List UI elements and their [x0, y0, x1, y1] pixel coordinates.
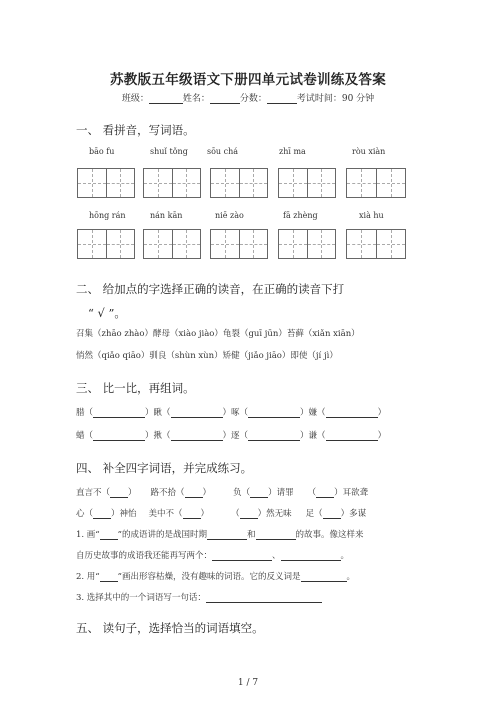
question-text: 和: [247, 530, 256, 540]
idiom-blank[interactable]: [323, 509, 341, 519]
char-label: ）: [377, 408, 387, 418]
char-label: 蜡（: [76, 431, 94, 441]
pinyin: fā zhèng: [283, 211, 318, 220]
idiom-text: ）: [128, 488, 137, 498]
idiom-blank[interactable]: [110, 488, 128, 498]
idiom-blank[interactable]: [250, 488, 268, 498]
name-blank[interactable]: [210, 94, 240, 104]
writing-grid[interactable]: [210, 229, 268, 259]
answer-blank[interactable]: [100, 572, 118, 582]
idiom-text: 心（: [76, 509, 94, 519]
question-text: 、: [272, 551, 281, 561]
answer-blank[interactable]: [326, 431, 378, 441]
char-label: ）逐（: [222, 431, 249, 441]
answer-blank[interactable]: [171, 408, 223, 418]
question-text: 。: [340, 551, 350, 561]
idiom-blank[interactable]: [316, 488, 334, 498]
section-2-heading: 二、 给加点的字选择正确的读音，在正确的读音下打: [76, 282, 345, 296]
section-3-heading: 三、 比一比，再组词。: [76, 381, 195, 395]
idiom-text: ）多谋: [340, 509, 367, 519]
writing-grid[interactable]: [77, 168, 135, 198]
reading-item[interactable]: 苔藓（xiǎn xiān）: [286, 329, 360, 339]
idiom-text: 负（: [233, 488, 251, 498]
idiom-text: 路不拾（: [150, 488, 185, 498]
idiom-blank[interactable]: [240, 509, 258, 519]
reading-item[interactable]: 龟裂（guī jūn）: [222, 329, 287, 339]
writing-grid[interactable]: [278, 229, 336, 259]
pinyin: xià hu: [359, 211, 384, 220]
answer-blank[interactable]: [301, 572, 347, 582]
pinyin: sōu chá: [207, 147, 239, 156]
score-label: 分数：: [239, 94, 267, 104]
answer-blank[interactable]: [93, 408, 145, 418]
question-text: 。: [346, 572, 356, 582]
idiom-text: ）: [202, 488, 212, 498]
idiom-text: 足（: [305, 509, 323, 519]
answer-blank[interactable]: [171, 431, 223, 441]
pinyin: bāo fu: [89, 147, 115, 156]
section-5-heading: 五、 读句子，选择恰当的词语填空。: [76, 621, 264, 635]
question-1-cont: [76, 549, 349, 561]
name-label: 姓名：: [182, 94, 210, 104]
pinyin: shuǐ tǒng: [150, 147, 188, 156]
char-label: ）: [377, 431, 387, 441]
question-text: 自历史故事的成语我还能再写两个：: [76, 551, 213, 561]
reading-item[interactable]: 召集（zhāo zhào）: [76, 329, 153, 339]
pinyin: niē zào: [215, 211, 244, 220]
char-label: ）啄（: [222, 408, 249, 418]
idiom-line-2: [76, 507, 366, 519]
pinyin: ròu xiàn: [352, 147, 386, 156]
answer-blank[interactable]: [100, 530, 118, 540]
section-2-heading-cont: “ √ ”。: [88, 306, 126, 320]
idiom-text: ）请罪: [268, 488, 294, 498]
student-info-line: [0, 91, 496, 104]
pinyin: zhī ma: [279, 147, 306, 156]
reading-line-2: [76, 349, 338, 361]
writing-grid[interactable]: [346, 229, 406, 259]
char-label: ）嫌（: [300, 408, 326, 418]
question-text: ”的成语讲的是战国时期: [117, 530, 208, 540]
idiom-blank[interactable]: [185, 488, 203, 498]
reading-line-1: [76, 327, 360, 339]
answer-blank[interactable]: [248, 431, 300, 441]
compare-row-1: [76, 406, 386, 418]
answer-blank[interactable]: [248, 408, 300, 418]
score-blank[interactable]: [267, 94, 297, 104]
time-label: 考试时间：90 分钟: [296, 94, 375, 104]
class-blank[interactable]: [149, 94, 183, 104]
answer-blank[interactable]: [256, 530, 296, 540]
section-1-heading: 一、 看拼音，写词语。: [76, 123, 195, 137]
char-label: 腊（: [76, 408, 94, 418]
pinyin: nán kān: [150, 211, 183, 220]
question-3: [76, 591, 322, 603]
pinyin: hōng rán: [89, 211, 126, 220]
reading-item[interactable]: 驯良（shùn xùn）: [149, 351, 223, 361]
answer-blank[interactable]: [326, 408, 378, 418]
idiom-text: ）耳欲聋: [334, 488, 369, 498]
char-label: ）谦（: [300, 431, 326, 441]
reading-item[interactable]: 矫健（jiǎo jiāo）: [222, 351, 291, 361]
idiom-text: ）: [200, 509, 210, 519]
idiom-line-1: [76, 486, 368, 498]
answer-blank[interactable]: [207, 530, 247, 540]
char-label: ）揪（: [145, 431, 171, 441]
question-text: 2. 用“: [76, 572, 100, 582]
reading-item[interactable]: 悄然（qiǎo qiāo）: [76, 351, 150, 361]
answer-blank[interactable]: [212, 551, 272, 561]
answer-blank[interactable]: [206, 593, 322, 603]
idiom-text: ）然无味: [257, 509, 292, 519]
question-text: 的故事。像这样来: [295, 530, 364, 540]
char-label: ）瞅（: [145, 408, 171, 418]
compare-row-2: [76, 429, 386, 441]
writing-grid[interactable]: [210, 168, 268, 198]
writing-grid[interactable]: [143, 229, 201, 259]
reading-item[interactable]: 酵母（xiào jiào）: [152, 329, 223, 339]
writing-grid[interactable]: [278, 168, 336, 198]
page-number: 1 / 7: [237, 678, 259, 688]
reading-item[interactable]: 即使（jí jì）: [290, 351, 338, 361]
writing-grid[interactable]: [143, 168, 201, 198]
idiom-text: 直言不（: [76, 488, 111, 498]
idiom-text: ）神怡: [111, 509, 137, 519]
writing-grid[interactable]: [77, 229, 135, 259]
idiom-blank[interactable]: [183, 509, 201, 519]
idiom-text: 美中不（: [148, 509, 183, 519]
answer-blank[interactable]: [93, 431, 145, 441]
idiom-text: （: [231, 509, 240, 519]
writing-grid[interactable]: [346, 168, 406, 198]
page-title: 苏教版五年级语文下册四单元试卷训练及答案: [110, 72, 386, 88]
question-1: [76, 528, 364, 540]
question-2: [76, 570, 355, 582]
idiom-blank[interactable]: [93, 509, 111, 519]
class-label: 班级：: [121, 94, 149, 104]
question-text: 3. 选择其中的一个词语写一句话：: [76, 593, 206, 603]
idiom-text: （: [307, 488, 317, 498]
answer-blank[interactable]: [281, 551, 341, 561]
question-text: ”画出形容枯燥，没有趣味的词语。它的反义词是: [117, 572, 301, 582]
section-4-heading: 四、 补全四字词语，并完成练习。: [76, 461, 253, 475]
question-text: 1. 画“: [76, 530, 100, 540]
